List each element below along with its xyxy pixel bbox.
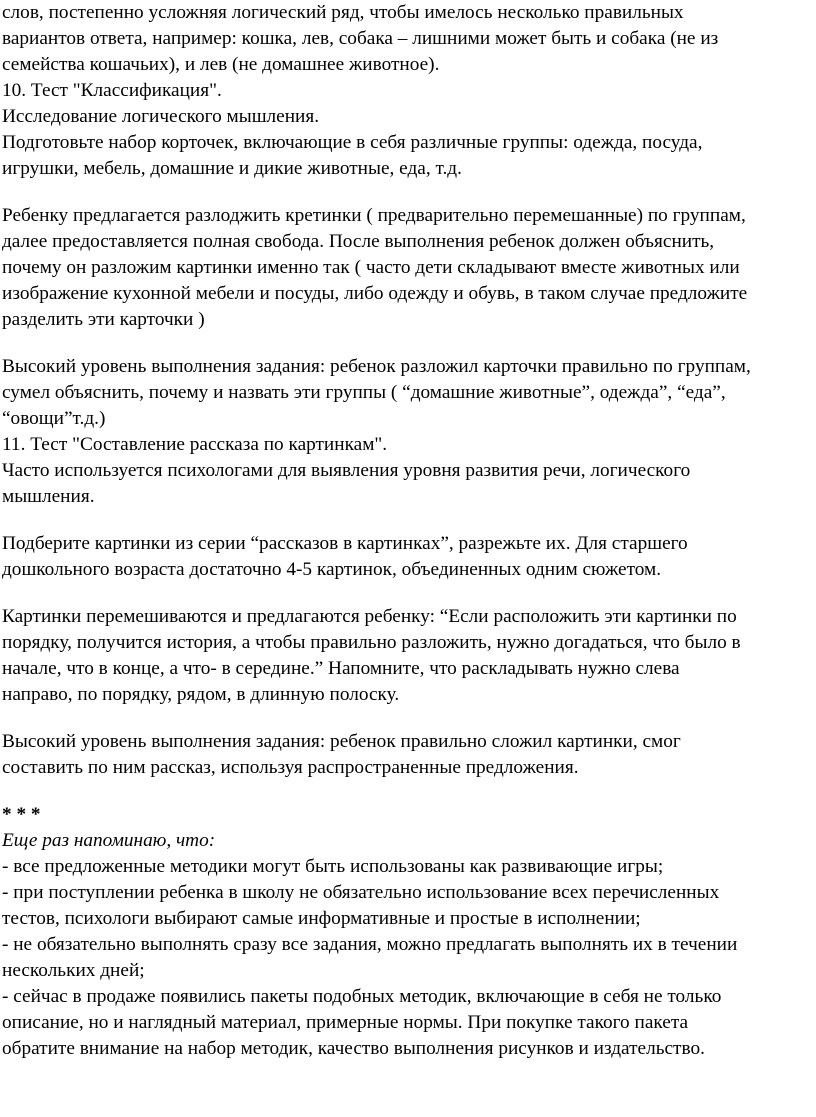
- paragraph-gap: [2, 333, 816, 354]
- text-line: нескольких дней;: [2, 960, 145, 981]
- text-line: семейства кошачьих), и лев (не домашнее животное).: [2, 54, 440, 75]
- text-line: Высокий уровень выполнения задания: ребенок правильно сложил картинки, смог: [2, 731, 681, 752]
- text-line: Подготовьте набор корточек, включающие в себя различные группы: одежда, посуда,: [2, 132, 703, 153]
- text-line: описание, но и наглядный материал, примерные нормы. При покупке такого пакета: [2, 1012, 689, 1033]
- text-line: Подберите картинки из серии “рассказов в картинках”, разрежьте их. Для старшего: [2, 533, 688, 554]
- paragraph-select-pictures: [2, 531, 816, 583]
- test-10-heading: 10. Тест "Классификация".: [2, 80, 222, 101]
- text-line: начале, что в конце, а что- в середине.” Напомните, что раскладывать нужно слева: [2, 658, 680, 679]
- reminder-heading: Еще раз напоминаю, что:: [2, 830, 216, 851]
- text-line: слов, постепенно усложняя логический ряд, чтобы имелось несколько правильных: [2, 2, 684, 23]
- text-line: Ребенку предлагается разлоджить кретинки ( предварительно перемешанные) по группам,: [2, 205, 746, 226]
- paragraph-intro: [2, 0, 816, 182]
- text-line: Исследование логического мышления.: [2, 106, 320, 127]
- text-line: разделить эти карточки ): [2, 309, 205, 330]
- text-line: Картинки перемешиваются и предлагаются ребенку: “Если расположить эти картинки по: [2, 606, 737, 627]
- paragraph-gap: [2, 781, 816, 802]
- text-line: составить по ним рассказ, используя распространенные предложения.: [2, 757, 579, 778]
- paragraph-shuffle: [2, 604, 816, 708]
- text-line: изображение кухонной мебели и посуды, либо одежду и обувь, в таком случае предложите: [2, 283, 748, 304]
- section-separator: * * *: [2, 804, 41, 825]
- text-line: Высокий уровень выполнения задания: ребенок разложил карточки правильно по группам,: [2, 356, 751, 377]
- text-line: “овощи”т.д.): [2, 408, 106, 429]
- paragraph-reminder: [2, 802, 816, 1062]
- text-line: мышления.: [2, 486, 95, 507]
- paragraph-high-level: [2, 354, 816, 510]
- document-page: [2, 0, 816, 1062]
- paragraph-instructions: [2, 203, 816, 333]
- text-line: сумел объяснить, почему и назвать эти группы ( “домашние животные”, одежда”, “еда”,: [2, 382, 726, 403]
- text-line: вариантов ответа, например: кошка, лев, собака – лишними может быть и собака (не из: [2, 28, 719, 49]
- text-line: почему он разложим картинки именно так ( часто дети складывают вместе животных или: [2, 257, 740, 278]
- text-line: дошкольного возраста достаточно 4-5 картинок, объединенных одним сюжетом.: [2, 559, 662, 580]
- list-item: - при поступлении ребенка в школу не обязательно использование всех перечисленных: [2, 882, 720, 903]
- text-line: направо, по порядку, рядом, в длинную полоску.: [2, 684, 400, 705]
- paragraph-gap: [2, 708, 816, 729]
- test-11-heading: 11. Тест "Составление рассказа по картинкам".: [2, 434, 388, 455]
- list-item: - не обязательно выполнять сразу все задания, можно предлагать выполнять их в течении: [2, 934, 738, 955]
- text-line: Часто используется психологами для выявления уровня развития речи, логического: [2, 460, 691, 481]
- text-line: порядку, получится история, а чтобы правильно разложить, нужно догадаться, что было в: [2, 632, 741, 653]
- text-line: тестов, психологи выбирают самые информативные и простые в исполнении;: [2, 908, 641, 929]
- paragraph-story-result: [2, 729, 816, 781]
- text-line: обратите внимание на набор методик, качество выполнения рисунков и издательство.: [2, 1038, 705, 1059]
- paragraph-gap: [2, 510, 816, 531]
- list-item: - все предложенные методики могут быть использованы как развивающие игры;: [2, 856, 664, 877]
- paragraph-gap: [2, 583, 816, 604]
- paragraph-gap: [2, 182, 816, 203]
- text-line: игрушки, мебель, домашние и дикие животные, еда, т.д.: [2, 158, 462, 179]
- list-item: - сейчас в продаже появились пакеты подобных методик, включающие в себя не только: [2, 986, 722, 1007]
- text-line: далее предоставляется полная свобода. После выполнения ребенок должен объяснить,: [2, 231, 715, 252]
